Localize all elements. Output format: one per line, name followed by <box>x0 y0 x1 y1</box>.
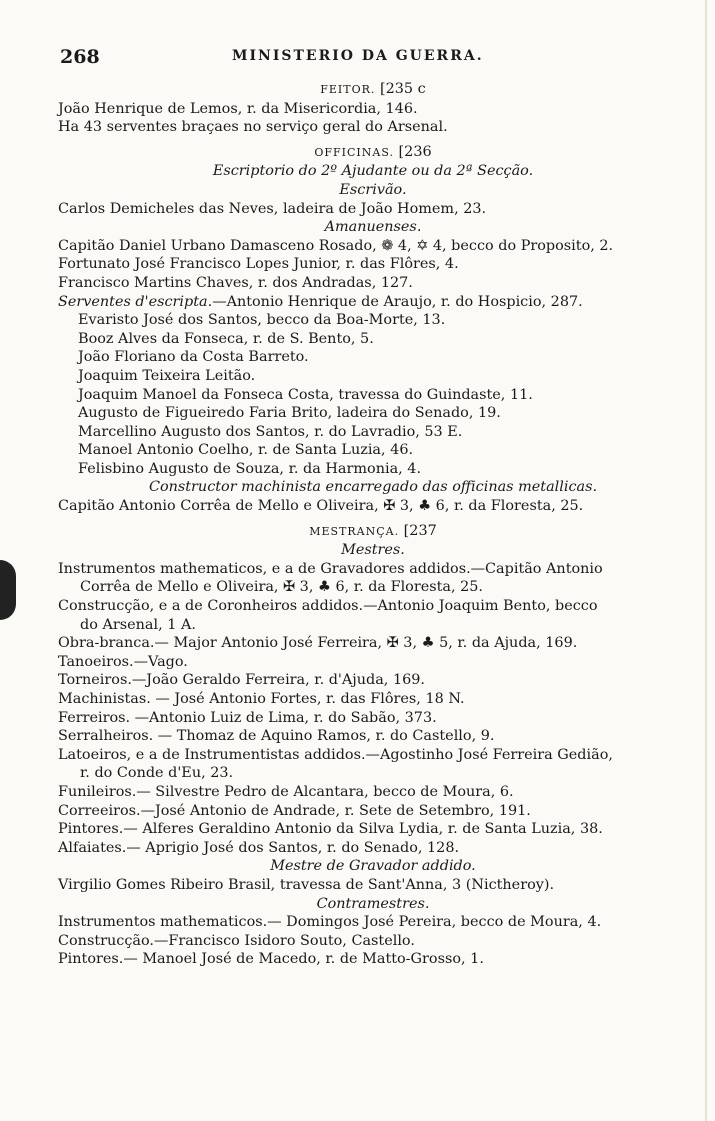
contramestre-entry: Construcção.—Francisco Isidoro Souto, Castello. <box>58 932 415 949</box>
mestre-entry: Construcção, e a de Coronheiros addidos.—Antonio Joaquim Bento, becco <box>58 598 598 615</box>
binding-mark <box>0 560 16 620</box>
mestre-entry-continuation: r. do Conde d'Eu, 23. <box>80 765 234 782</box>
mestre-entry: Torneiros.—João Geraldo Ferreira, r. d'Ajuda, 169. <box>58 672 425 689</box>
mestre-entry: Tanoeiros.—Vago. <box>58 653 188 670</box>
constructor-label: Constructor machinista encarregado das officinas metallicas. <box>148 479 598 496</box>
mestre-entry: Correeiros.—José Antonio de Andrade, r. Sete de Setembro, 191. <box>58 802 531 819</box>
mestre-entry: Pintores.— Alferes Geraldino Antonio da Silva Lydia, r. de Santa Luzia, 38. <box>58 821 603 838</box>
feitor-entry: João Henrique de Lemos, r. da Misericordia, 146. <box>58 100 418 117</box>
gravador-label: Mestre de Gravador addido. <box>270 858 476 875</box>
feitor-note: Ha 43 serventes braçaes no serviço geral do Arsenal. <box>58 119 448 136</box>
mestre-entry: Ferreiros. —Antonio Luiz de Lima, r. do Sabão, 373. <box>58 709 437 726</box>
servente-entry: Augusto de Figueiredo Faria Brito, ladeira do Senado, 19. <box>78 405 501 422</box>
mestre-entry: Obra-branca.— Major Antonio José Ferreira, ✠ 3, ♣ 5, r. da Ajuda, 169. <box>58 635 578 652</box>
mestre-entry: Latoeiros, e a de Instrumentistas addidos.—Agostinho José Ferreira Gedião, <box>58 746 613 763</box>
servente-entry: Felisbino Augusto de Souza, r. da Harmonia, 4. <box>78 460 422 477</box>
amanuense-entry: Capitão Daniel Urbano Damasceno Rosado, ❁ 4, ✡ 4, becco do Proposito, 2. <box>58 237 614 254</box>
amanuense-entry: Fortunato José Francisco Lopes Junior, r. das Flôres, 4. <box>58 256 459 273</box>
servente-entry: Marcellino Augusto dos Santos, r. do Lavradio, 53 E. <box>78 423 463 440</box>
constructor-entry: Capitão Antonio Corrêa de Mello e Oliveira, ✠ 3, ♣ 6, r. da Floresta, 25. <box>58 498 584 515</box>
gravador-entry: Virgilio Gomes Ribeiro Brasil, travessa de Sant'Anna, 3 (Nictheroy). <box>58 876 555 893</box>
servente-entry: Booz Alves da Fonseca, r. de S. Bento, 5. <box>78 330 374 347</box>
mestre-entry-continuation: do Arsenal, 1 A. <box>80 616 196 633</box>
serventes-first-entry: Serventes d'escripta.—Antonio Henrique de Araujo, r. do Hospicio, 287. <box>58 293 583 310</box>
section-heading-mestranca: MESTRANÇA. [237 <box>309 522 437 539</box>
mestre-entry: Funileiros.— Silvestre Pedro de Alcantara, becco de Moura, 6. <box>58 783 514 800</box>
escrivao-entry: Carlos Demicheles das Neves, ladeira de João Homem, 23. <box>58 200 487 217</box>
mestre-entry-continuation: Corrêa de Mello e Oliveira, ✠ 3, ♣ 6, r. da Floresta, 25. <box>80 579 484 596</box>
mestres-list <box>58 560 688 858</box>
servente-entry: Manoel Antonio Coelho, r. de Santa Luzia, 46. <box>78 442 414 459</box>
servente-entry: João Floriano da Costa Barreto. <box>78 349 309 366</box>
mestre-entry: Serralheiros. — Thomaz de Aquino Ramos, r. do Castello, 9. <box>58 728 495 745</box>
page-body <box>58 80 688 969</box>
escrivao-label: Escrivão. <box>339 181 407 198</box>
mestre-entry: Instrumentos mathematicos, e a de Gravadores addidos.—Capitão Antonio <box>58 560 603 577</box>
servente-entry: Joaquim Manoel da Fonseca Costa, travessa do Guindaste, 11. <box>78 386 533 403</box>
contramestre-entry: Pintores.— Manoel José de Macedo, r. de Matto-Grosso, 1. <box>58 951 484 968</box>
section-heading-feitor: FEITOR. [235 c <box>320 81 426 97</box>
amanuense-entry: Francisco Martins Chaves, r. dos Andradas, 127. <box>58 274 413 291</box>
mestre-entry: Alfaiates.— Aprigio José dos Santos, r. do Senado, 128. <box>58 839 460 856</box>
mestres-label: Mestres. <box>341 542 405 559</box>
mestre-entry: Machinistas. — José Antonio Fortes, r. das Flôres, 18 N. <box>58 691 465 707</box>
officinas-subtitle: Escriptorio do 2º Ajudante ou da 2ª Secção. <box>212 163 534 180</box>
section-heading-officinas: OFFICINAS. [236 <box>314 143 432 160</box>
servente-entry: Evaristo José dos Santos, becco da Boa-Morte, 13. <box>78 312 446 329</box>
page-edge <box>705 0 707 1121</box>
page-header <box>56 46 685 70</box>
servente-entry: Joaquim Teixeira Leitão. <box>78 367 256 384</box>
contramestres-label: Contramestres. <box>316 895 430 912</box>
running-title: MINISTERIO DA GUERRA. <box>232 48 484 64</box>
serventes-label: Serventes d'escripta. <box>58 293 213 310</box>
page-number: 268 <box>60 46 100 68</box>
amanuenses-label: Amanuenses. <box>324 219 422 236</box>
contramestre-entry: Instrumentos mathematicos.— Domingos José Pereira, becco de Moura, 4. <box>58 914 602 931</box>
